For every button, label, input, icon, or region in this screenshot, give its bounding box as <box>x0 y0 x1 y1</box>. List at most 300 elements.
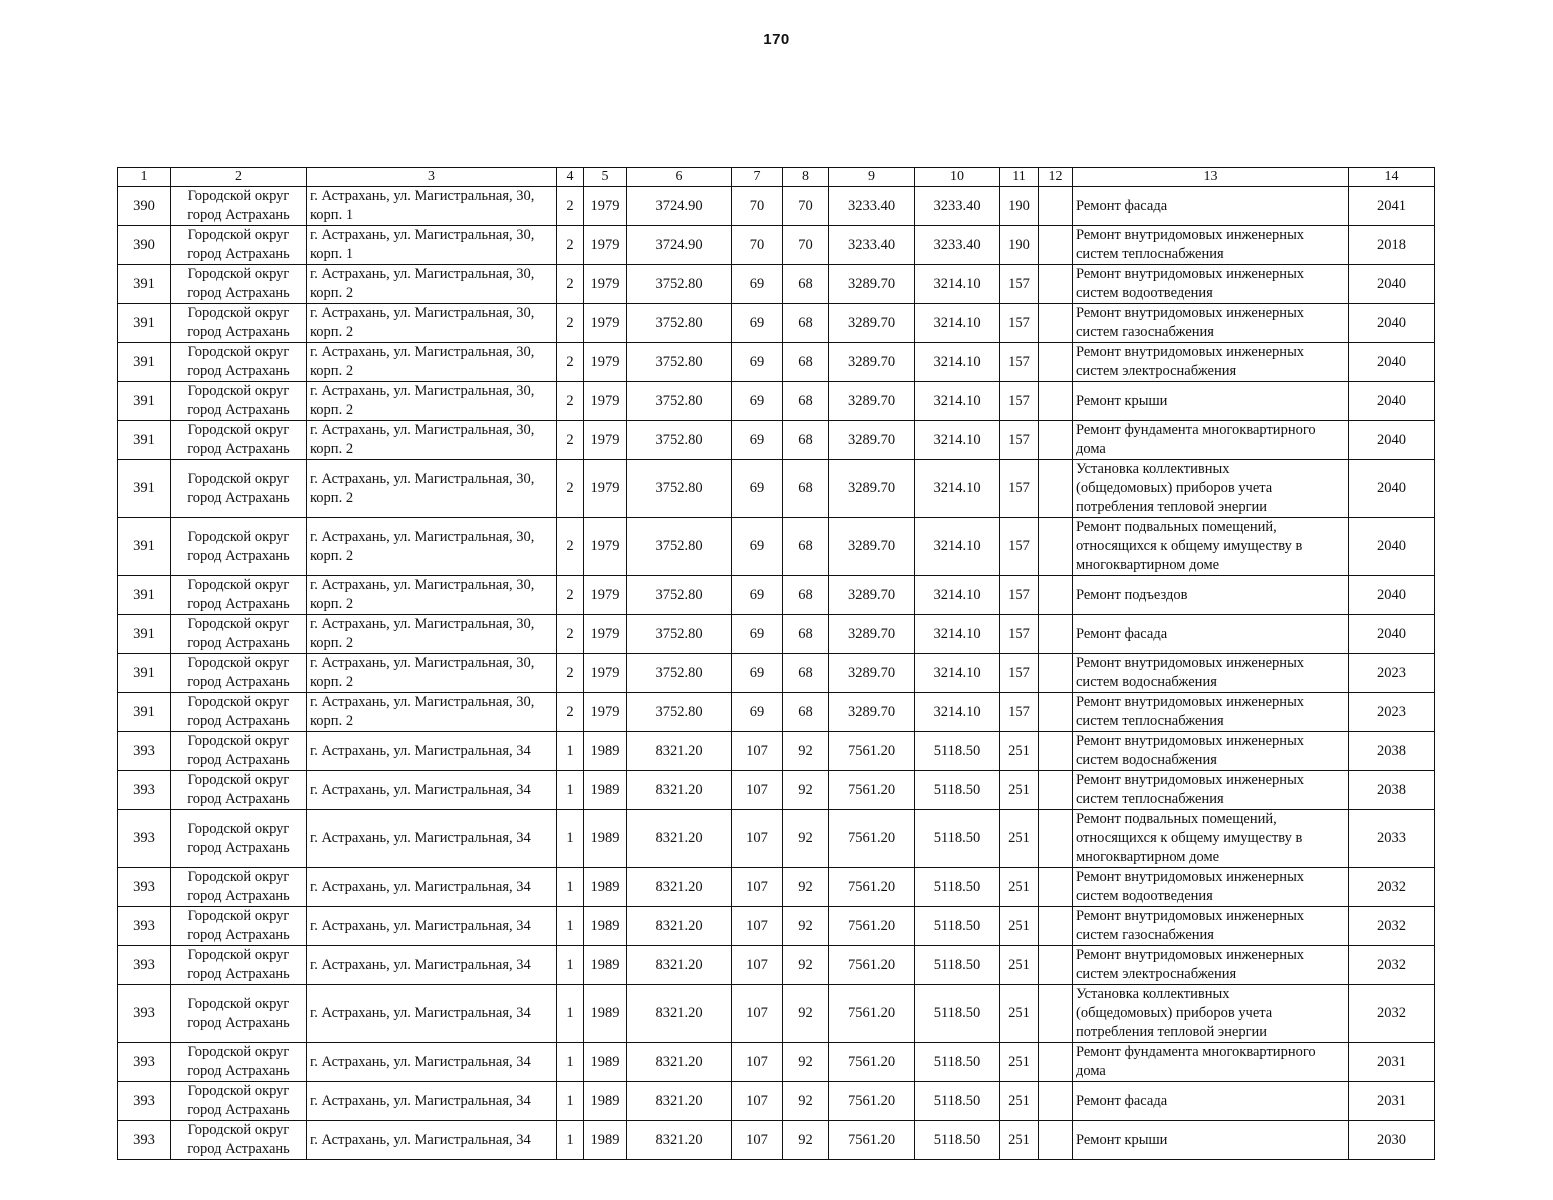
col-9-cell: 3233.40 <box>829 226 915 265</box>
work-type-cell: Ремонт внутридомовых инженерных систем водоотведения <box>1073 265 1349 304</box>
col-11-cell: 251 <box>1000 810 1039 868</box>
col-7-cell: 107 <box>732 1043 783 1082</box>
col-4-cell: 1 <box>557 946 584 985</box>
work-type-cell: Ремонт подъездов <box>1073 576 1349 615</box>
row-number-cell: 391 <box>118 265 171 304</box>
municipality-cell: Городской округ город Астрахань <box>171 304 307 343</box>
address-cell: г. Астрахань, ул. Магистральная, 30, корп. 2 <box>307 693 557 732</box>
col-9-cell: 7561.20 <box>829 1121 915 1160</box>
work-type-cell: Ремонт внутридомовых инженерных систем теплоснабжения <box>1073 771 1349 810</box>
col-8-cell: 92 <box>783 1121 829 1160</box>
col-4-cell: 1 <box>557 732 584 771</box>
row-number-cell: 393 <box>118 1043 171 1082</box>
row-number-cell: 393 <box>118 1121 171 1160</box>
table-row <box>118 304 1435 343</box>
municipality-cell: Городской округ город Астрахань <box>171 810 307 868</box>
year-cell: 2038 <box>1349 732 1435 771</box>
col-7-cell: 70 <box>732 187 783 226</box>
col-9-cell: 7561.20 <box>829 907 915 946</box>
work-type-cell: Ремонт фасада <box>1073 615 1349 654</box>
col-6-cell: 8321.20 <box>627 732 732 771</box>
municipality-cell: Городской округ город Астрахань <box>171 615 307 654</box>
col-10-cell: 3214.10 <box>915 382 1000 421</box>
municipality-cell: Городской округ город Астрахань <box>171 868 307 907</box>
col-5-cell: 1989 <box>584 868 627 907</box>
col-6-cell: 3752.80 <box>627 518 732 576</box>
col-8-cell: 68 <box>783 382 829 421</box>
year-cell: 2040 <box>1349 615 1435 654</box>
year-cell: 2040 <box>1349 460 1435 518</box>
address-cell: г. Астрахань, ул. Магистральная, 34 <box>307 946 557 985</box>
table-row <box>118 868 1435 907</box>
row-number-cell: 391 <box>118 654 171 693</box>
col-12-cell <box>1039 460 1073 518</box>
col-5-cell: 1979 <box>584 265 627 304</box>
col-4-cell: 2 <box>557 226 584 265</box>
work-type-cell: Установка коллективных (общедомовых) приборов учета потребления тепловой энергии <box>1073 985 1349 1043</box>
col-6-cell: 3724.90 <box>627 226 732 265</box>
municipality-cell: Городской округ город Астрахань <box>171 265 307 304</box>
col-9-cell: 3289.70 <box>829 615 915 654</box>
col-11-cell: 251 <box>1000 985 1039 1043</box>
header-cell-4: 4 <box>557 168 584 187</box>
year-cell: 2031 <box>1349 1043 1435 1082</box>
row-number-cell: 390 <box>118 187 171 226</box>
col-8-cell: 92 <box>783 1043 829 1082</box>
col-9-cell: 3289.70 <box>829 576 915 615</box>
address-cell: г. Астрахань, ул. Магистральная, 30, корп. 2 <box>307 421 557 460</box>
col-9-cell: 3289.70 <box>829 460 915 518</box>
col-4-cell: 2 <box>557 265 584 304</box>
col-9-cell: 3233.40 <box>829 187 915 226</box>
year-cell: 2040 <box>1349 304 1435 343</box>
header-cell-12: 12 <box>1039 168 1073 187</box>
col-9-cell: 7561.20 <box>829 810 915 868</box>
col-10-cell: 5118.50 <box>915 946 1000 985</box>
col-10-cell: 3214.10 <box>915 654 1000 693</box>
row-number-cell: 391 <box>118 615 171 654</box>
col-10-cell: 5118.50 <box>915 907 1000 946</box>
row-number-cell: 391 <box>118 576 171 615</box>
col-7-cell: 69 <box>732 421 783 460</box>
col-10-cell: 3214.10 <box>915 576 1000 615</box>
work-type-cell: Ремонт подвальных помещений, относящихся к общему имуществу в многоквартирном доме <box>1073 810 1349 868</box>
work-type-cell: Ремонт внутридомовых инженерных систем теплоснабжения <box>1073 226 1349 265</box>
col-12-cell <box>1039 1082 1073 1121</box>
col-10-cell: 3214.10 <box>915 693 1000 732</box>
col-6-cell: 8321.20 <box>627 985 732 1043</box>
col-9-cell: 3289.70 <box>829 518 915 576</box>
col-7-cell: 70 <box>732 226 783 265</box>
col-11-cell: 190 <box>1000 187 1039 226</box>
col-5-cell: 1979 <box>584 421 627 460</box>
table-row <box>118 187 1435 226</box>
col-12-cell <box>1039 946 1073 985</box>
work-type-cell: Ремонт внутридомовых инженерных систем водоснабжения <box>1073 654 1349 693</box>
table-row <box>118 1121 1435 1160</box>
col-11-cell: 157 <box>1000 576 1039 615</box>
col-12-cell <box>1039 187 1073 226</box>
address-cell: г. Астрахань, ул. Магистральная, 30, корп. 1 <box>307 226 557 265</box>
col-9-cell: 7561.20 <box>829 1082 915 1121</box>
col-11-cell: 251 <box>1000 771 1039 810</box>
col-11-cell: 157 <box>1000 518 1039 576</box>
col-8-cell: 92 <box>783 868 829 907</box>
table-row <box>118 518 1435 576</box>
col-5-cell: 1989 <box>584 985 627 1043</box>
col-12-cell <box>1039 985 1073 1043</box>
col-4-cell: 1 <box>557 868 584 907</box>
header-row <box>118 168 1435 187</box>
address-cell: г. Астрахань, ул. Магистральная, 30, корп. 2 <box>307 615 557 654</box>
year-cell: 2040 <box>1349 382 1435 421</box>
col-9-cell: 3289.70 <box>829 343 915 382</box>
col-12-cell <box>1039 343 1073 382</box>
table-row <box>118 985 1435 1043</box>
municipality-cell: Городской округ город Астрахань <box>171 771 307 810</box>
col-5-cell: 1989 <box>584 810 627 868</box>
municipality-cell: Городской округ город Астрахань <box>171 343 307 382</box>
year-cell: 2040 <box>1349 421 1435 460</box>
row-number-cell: 393 <box>118 1082 171 1121</box>
year-cell: 2040 <box>1349 265 1435 304</box>
col-8-cell: 70 <box>783 187 829 226</box>
address-cell: г. Астрахань, ул. Магистральная, 34 <box>307 732 557 771</box>
col-4-cell: 2 <box>557 615 584 654</box>
table-row <box>118 693 1435 732</box>
col-7-cell: 69 <box>732 265 783 304</box>
col-7-cell: 69 <box>732 518 783 576</box>
col-7-cell: 69 <box>732 576 783 615</box>
col-12-cell <box>1039 868 1073 907</box>
col-4-cell: 1 <box>557 985 584 1043</box>
table-row <box>118 226 1435 265</box>
work-type-cell: Ремонт внутридомовых инженерных систем газоснабжения <box>1073 907 1349 946</box>
header-cell-5: 5 <box>584 168 627 187</box>
col-4-cell: 1 <box>557 771 584 810</box>
col-10-cell: 5118.50 <box>915 771 1000 810</box>
col-7-cell: 107 <box>732 771 783 810</box>
col-8-cell: 92 <box>783 1082 829 1121</box>
year-cell: 2040 <box>1349 518 1435 576</box>
col-4-cell: 1 <box>557 907 584 946</box>
col-9-cell: 3289.70 <box>829 421 915 460</box>
col-8-cell: 68 <box>783 693 829 732</box>
col-9-cell: 7561.20 <box>829 946 915 985</box>
col-9-cell: 7561.20 <box>829 985 915 1043</box>
row-number-cell: 390 <box>118 226 171 265</box>
col-7-cell: 69 <box>732 382 783 421</box>
row-number-cell: 391 <box>118 343 171 382</box>
municipality-cell: Городской округ город Астрахань <box>171 421 307 460</box>
row-number-cell: 391 <box>118 421 171 460</box>
row-number-cell: 391 <box>118 382 171 421</box>
col-10-cell: 5118.50 <box>915 1121 1000 1160</box>
municipality-cell: Городской округ город Астрахань <box>171 693 307 732</box>
col-12-cell <box>1039 226 1073 265</box>
col-11-cell: 157 <box>1000 421 1039 460</box>
col-10-cell: 5118.50 <box>915 1082 1000 1121</box>
col-4-cell: 2 <box>557 382 584 421</box>
col-4-cell: 2 <box>557 460 584 518</box>
year-cell: 2033 <box>1349 810 1435 868</box>
col-10-cell: 3214.10 <box>915 265 1000 304</box>
header-cell-7: 7 <box>732 168 783 187</box>
address-cell: г. Астрахань, ул. Магистральная, 30, корп. 2 <box>307 654 557 693</box>
col-9-cell: 3289.70 <box>829 654 915 693</box>
work-type-cell: Ремонт внутридомовых инженерных систем теплоснабжения <box>1073 693 1349 732</box>
col-9-cell: 7561.20 <box>829 732 915 771</box>
table-row <box>118 343 1435 382</box>
table-row <box>118 460 1435 518</box>
col-7-cell: 107 <box>732 810 783 868</box>
table-row <box>118 810 1435 868</box>
col-9-cell: 7561.20 <box>829 868 915 907</box>
work-type-cell: Установка коллективных (общедомовых) приборов учета потребления тепловой энергии <box>1073 460 1349 518</box>
col-7-cell: 69 <box>732 343 783 382</box>
municipality-cell: Городской округ город Астрахань <box>171 1082 307 1121</box>
work-type-cell: Ремонт внутридомовых инженерных систем газоснабжения <box>1073 304 1349 343</box>
col-8-cell: 68 <box>783 654 829 693</box>
table-header <box>118 168 1435 187</box>
col-4-cell: 2 <box>557 187 584 226</box>
registry-table <box>117 167 1435 1160</box>
col-4-cell: 2 <box>557 518 584 576</box>
table-row <box>118 382 1435 421</box>
work-type-cell: Ремонт внутридомовых инженерных систем водоотведения <box>1073 868 1349 907</box>
table-body <box>118 187 1435 1160</box>
year-cell: 2032 <box>1349 946 1435 985</box>
address-cell: г. Астрахань, ул. Магистральная, 30, корп. 2 <box>307 382 557 421</box>
col-6-cell: 8321.20 <box>627 907 732 946</box>
work-type-cell: Ремонт внутридомовых инженерных систем водоснабжения <box>1073 732 1349 771</box>
col-6-cell: 3752.80 <box>627 343 732 382</box>
municipality-cell: Городской округ город Астрахань <box>171 907 307 946</box>
col-8-cell: 92 <box>783 946 829 985</box>
col-6-cell: 3752.80 <box>627 576 732 615</box>
col-10-cell: 3214.10 <box>915 615 1000 654</box>
col-11-cell: 251 <box>1000 1043 1039 1082</box>
address-cell: г. Астрахань, ул. Магистральная, 30, корп. 2 <box>307 343 557 382</box>
row-number-cell: 393 <box>118 771 171 810</box>
col-10-cell: 3214.10 <box>915 460 1000 518</box>
year-cell: 2032 <box>1349 907 1435 946</box>
col-12-cell <box>1039 615 1073 654</box>
col-9-cell: 3289.70 <box>829 382 915 421</box>
municipality-cell: Городской округ город Астрахань <box>171 654 307 693</box>
col-12-cell <box>1039 1043 1073 1082</box>
col-11-cell: 157 <box>1000 382 1039 421</box>
col-5-cell: 1979 <box>584 226 627 265</box>
header-cell-8: 8 <box>783 168 829 187</box>
col-4-cell: 1 <box>557 1082 584 1121</box>
col-7-cell: 69 <box>732 304 783 343</box>
col-4-cell: 2 <box>557 304 584 343</box>
table-row <box>118 771 1435 810</box>
row-number-cell: 393 <box>118 985 171 1043</box>
col-7-cell: 107 <box>732 946 783 985</box>
col-5-cell: 1989 <box>584 1043 627 1082</box>
col-6-cell: 3752.80 <box>627 693 732 732</box>
work-type-cell: Ремонт крыши <box>1073 382 1349 421</box>
row-number-cell: 393 <box>118 907 171 946</box>
table-row <box>118 1082 1435 1121</box>
address-cell: г. Астрахань, ул. Магистральная, 30, корп. 2 <box>307 304 557 343</box>
address-cell: г. Астрахань, ул. Магистральная, 30, корп. 2 <box>307 460 557 518</box>
municipality-cell: Городской округ город Астрахань <box>171 1121 307 1160</box>
row-number-cell: 391 <box>118 693 171 732</box>
year-cell: 2038 <box>1349 771 1435 810</box>
municipality-cell: Городской округ город Астрахань <box>171 187 307 226</box>
col-11-cell: 251 <box>1000 946 1039 985</box>
year-cell: 2040 <box>1349 343 1435 382</box>
row-number-cell: 393 <box>118 732 171 771</box>
work-type-cell: Ремонт внутридомовых инженерных систем электроснабжения <box>1073 343 1349 382</box>
table-row <box>118 265 1435 304</box>
year-cell: 2023 <box>1349 693 1435 732</box>
municipality-cell: Городской округ город Астрахань <box>171 1043 307 1082</box>
header-cell-10: 10 <box>915 168 1000 187</box>
table-row <box>118 907 1435 946</box>
col-7-cell: 107 <box>732 1082 783 1121</box>
col-7-cell: 107 <box>732 907 783 946</box>
col-10-cell: 5118.50 <box>915 810 1000 868</box>
col-4-cell: 2 <box>557 654 584 693</box>
row-number-cell: 391 <box>118 460 171 518</box>
col-5-cell: 1979 <box>584 654 627 693</box>
col-11-cell: 251 <box>1000 1121 1039 1160</box>
col-5-cell: 1979 <box>584 615 627 654</box>
work-type-cell: Ремонт фасада <box>1073 187 1349 226</box>
col-6-cell: 3752.80 <box>627 615 732 654</box>
municipality-cell: Городской округ город Астрахань <box>171 382 307 421</box>
col-6-cell: 8321.20 <box>627 868 732 907</box>
address-cell: г. Астрахань, ул. Магистральная, 34 <box>307 1043 557 1082</box>
col-9-cell: 7561.20 <box>829 771 915 810</box>
col-8-cell: 68 <box>783 343 829 382</box>
col-7-cell: 107 <box>732 868 783 907</box>
municipality-cell: Городской округ город Астрахань <box>171 226 307 265</box>
year-cell: 2032 <box>1349 868 1435 907</box>
col-11-cell: 157 <box>1000 304 1039 343</box>
year-cell: 2018 <box>1349 226 1435 265</box>
year-cell: 2041 <box>1349 187 1435 226</box>
col-5-cell: 1979 <box>584 304 627 343</box>
col-12-cell <box>1039 810 1073 868</box>
row-number-cell: 393 <box>118 810 171 868</box>
work-type-cell: Ремонт подвальных помещений, относящихся к общему имуществу в многоквартирном доме <box>1073 518 1349 576</box>
col-12-cell <box>1039 732 1073 771</box>
work-type-cell: Ремонт фасада <box>1073 1082 1349 1121</box>
address-cell: г. Астрахань, ул. Магистральная, 30, корп. 2 <box>307 518 557 576</box>
col-6-cell: 8321.20 <box>627 1043 732 1082</box>
col-11-cell: 251 <box>1000 732 1039 771</box>
col-8-cell: 68 <box>783 421 829 460</box>
col-8-cell: 68 <box>783 304 829 343</box>
table-row <box>118 421 1435 460</box>
row-number-cell: 393 <box>118 946 171 985</box>
col-11-cell: 157 <box>1000 265 1039 304</box>
address-cell: г. Астрахань, ул. Магистральная, 30, корп. 1 <box>307 187 557 226</box>
col-6-cell: 8321.20 <box>627 1082 732 1121</box>
col-9-cell: 7561.20 <box>829 1043 915 1082</box>
header-cell-2: 2 <box>171 168 307 187</box>
row-number-cell: 391 <box>118 304 171 343</box>
year-cell: 2032 <box>1349 985 1435 1043</box>
col-5-cell: 1979 <box>584 576 627 615</box>
header-cell-9: 9 <box>829 168 915 187</box>
col-5-cell: 1989 <box>584 1082 627 1121</box>
col-10-cell: 3233.40 <box>915 226 1000 265</box>
col-9-cell: 3289.70 <box>829 693 915 732</box>
col-4-cell: 2 <box>557 343 584 382</box>
col-6-cell: 8321.20 <box>627 771 732 810</box>
col-10-cell: 5118.50 <box>915 868 1000 907</box>
table-row <box>118 946 1435 985</box>
table-row <box>118 615 1435 654</box>
table-row <box>118 1043 1435 1082</box>
col-5-cell: 1979 <box>584 460 627 518</box>
municipality-cell: Городской округ город Астрахань <box>171 576 307 615</box>
work-type-cell: Ремонт фундамента многоквартирного дома <box>1073 1043 1349 1082</box>
municipality-cell: Городской округ город Астрахань <box>171 518 307 576</box>
col-7-cell: 69 <box>732 693 783 732</box>
col-6-cell: 8321.20 <box>627 946 732 985</box>
table-row <box>118 654 1435 693</box>
col-8-cell: 68 <box>783 615 829 654</box>
col-10-cell: 5118.50 <box>915 732 1000 771</box>
year-cell: 2030 <box>1349 1121 1435 1160</box>
col-11-cell: 190 <box>1000 226 1039 265</box>
col-8-cell: 92 <box>783 985 829 1043</box>
header-cell-14: 14 <box>1349 168 1435 187</box>
col-7-cell: 107 <box>732 732 783 771</box>
col-4-cell: 1 <box>557 1043 584 1082</box>
col-11-cell: 157 <box>1000 460 1039 518</box>
col-7-cell: 107 <box>732 1121 783 1160</box>
year-cell: 2023 <box>1349 654 1435 693</box>
col-12-cell <box>1039 421 1073 460</box>
col-5-cell: 1979 <box>584 343 627 382</box>
col-4-cell: 2 <box>557 576 584 615</box>
col-12-cell <box>1039 518 1073 576</box>
col-7-cell: 69 <box>732 654 783 693</box>
col-6-cell: 3752.80 <box>627 382 732 421</box>
col-12-cell <box>1039 304 1073 343</box>
col-12-cell <box>1039 654 1073 693</box>
col-4-cell: 2 <box>557 421 584 460</box>
col-11-cell: 251 <box>1000 868 1039 907</box>
work-type-cell: Ремонт внутридомовых инженерных систем электроснабжения <box>1073 946 1349 985</box>
address-cell: г. Астрахань, ул. Магистральная, 34 <box>307 1082 557 1121</box>
address-cell: г. Астрахань, ул. Магистральная, 34 <box>307 771 557 810</box>
col-12-cell <box>1039 1121 1073 1160</box>
col-11-cell: 251 <box>1000 907 1039 946</box>
work-type-cell: Ремонт крыши <box>1073 1121 1349 1160</box>
col-5-cell: 1989 <box>584 771 627 810</box>
col-5-cell: 1989 <box>584 946 627 985</box>
col-5-cell: 1989 <box>584 732 627 771</box>
col-6-cell: 3752.80 <box>627 265 732 304</box>
address-cell: г. Астрахань, ул. Магистральная, 30, корп. 2 <box>307 265 557 304</box>
col-10-cell: 3214.10 <box>915 421 1000 460</box>
col-9-cell: 3289.70 <box>829 304 915 343</box>
col-10-cell: 3214.10 <box>915 304 1000 343</box>
col-6-cell: 3752.80 <box>627 421 732 460</box>
col-12-cell <box>1039 693 1073 732</box>
col-5-cell: 1979 <box>584 382 627 421</box>
col-5-cell: 1989 <box>584 1121 627 1160</box>
